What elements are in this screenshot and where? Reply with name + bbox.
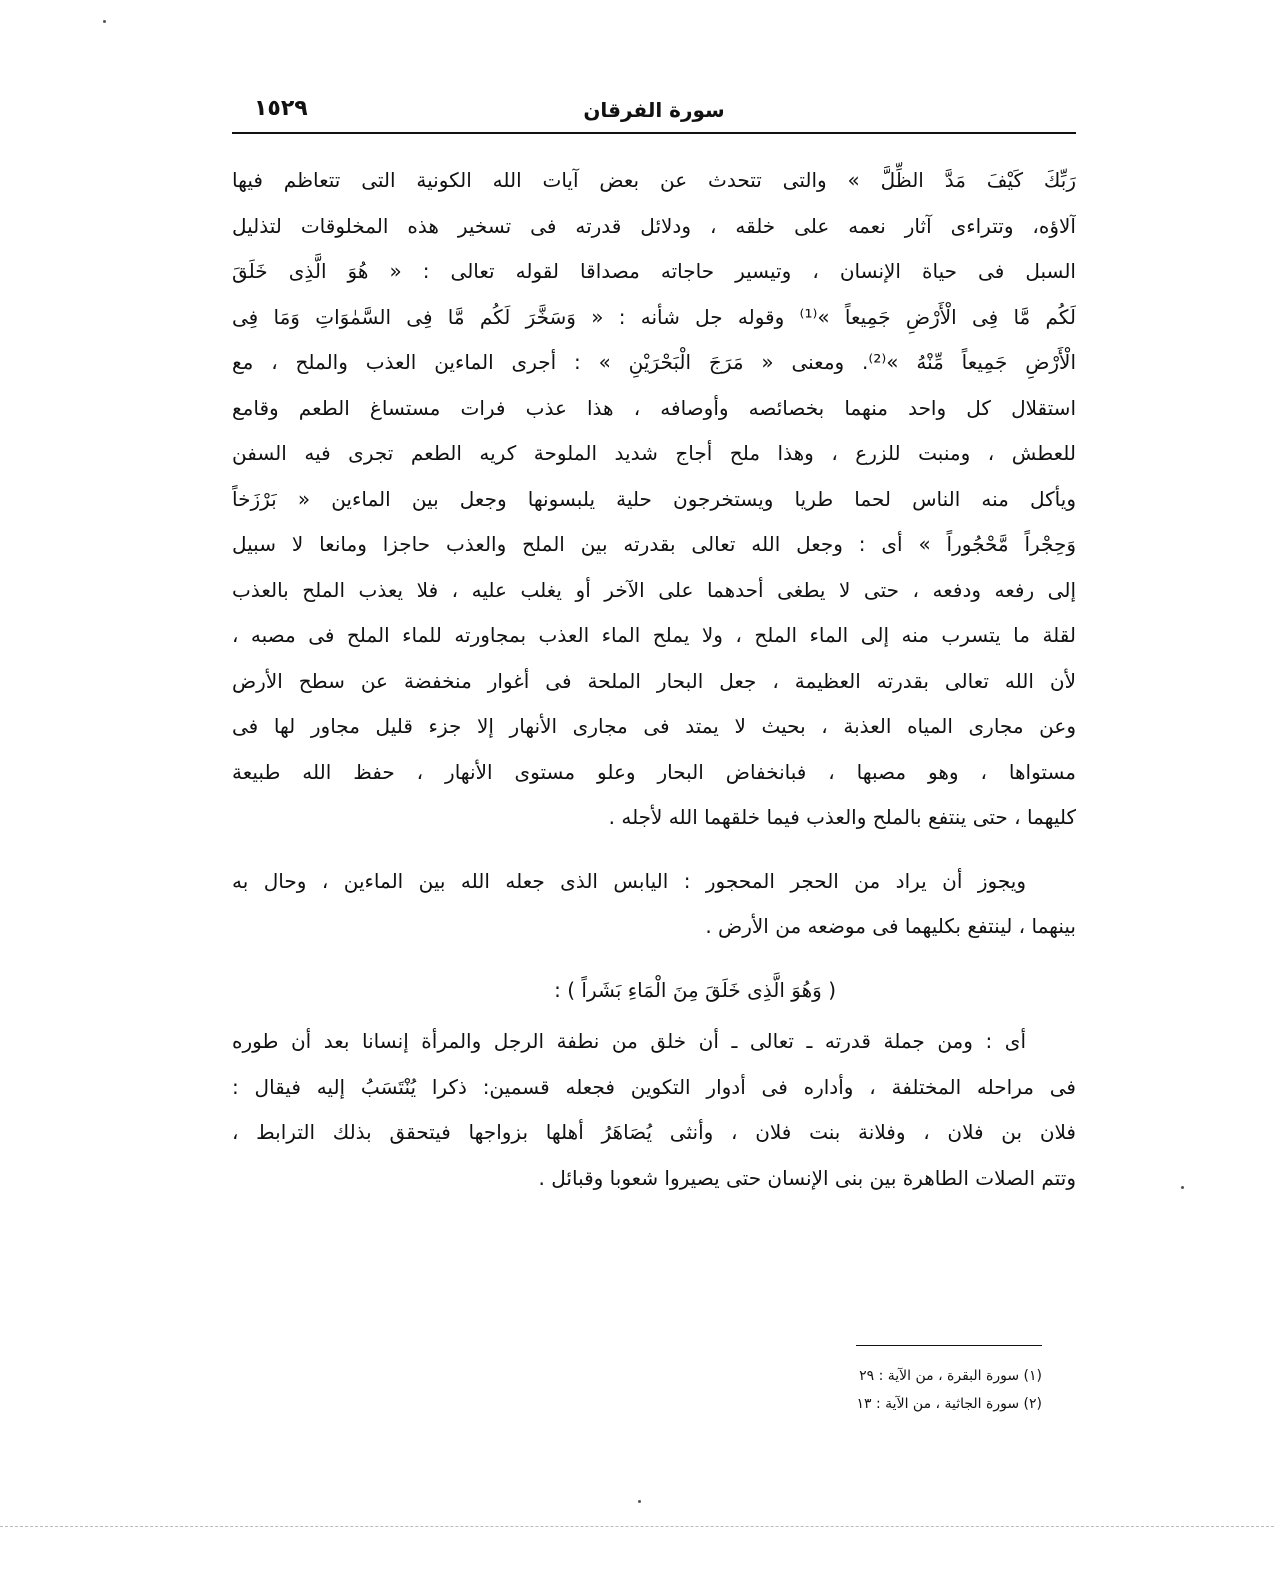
text-line: فلان بن فلان ، وفلانة بنت فلان ، وأنثى يُصَاهَرُ أهلها بزواجها فيتحقق بذلك الترابط ،: [232, 1120, 1076, 1144]
text-line: ويأكل منه الناس لحما طريا ويستخرجون حلية يلبسونها وجعل بين الماءين « بَرْزَخاً: [232, 486, 1076, 511]
text-line: آلاؤه، وتتراءى آثار نعمه على خلقه ، ودلائل قدرته فى تسخير هذه المخلوقات لتذليل: [232, 213, 1076, 238]
scan-edge-line: [0, 1526, 1274, 1527]
footnote-divider: [856, 1345, 1042, 1346]
text-line: إلى رفعه ودفعه ، حتى لا يطغى أحدهما على الآخر أو يغلب عليه ، فلا يعذب الملح بالعذب: [232, 577, 1076, 602]
text-line: فى مراحله المختلفة ، وأداره فى أدوار التكوين فجعله قسمين: ذكرا يُنْتَسَبُ إليه فيقال :: [232, 1074, 1076, 1099]
footnote-1: (١) سورة البقرة ، من الآية : ٢٩: [859, 1368, 1042, 1384]
scan-speck: [638, 1500, 641, 1503]
text-line: أى : ومن جملة قدرته ـ تعالى ـ أن خلق من نطفة الرجل والمرأة إنسانا بعد أن طوره: [232, 1029, 1026, 1053]
text-line: رَبِّكَ كَيْفَ مَدَّ الظِّلَّ » والتى تتحدث عن بعض آيات الله الكونية التى تتعاظم فيها: [232, 168, 1076, 192]
scan-speck: [103, 20, 106, 23]
paragraph-2: [232, 859, 1076, 950]
text-line: وتتم الصلات الطاهرة بين بنى الإنسان حتى يصيروا شعوبا وقبائل .: [538, 1165, 1076, 1190]
paragraph-3: [232, 1019, 1076, 1201]
text-line: وعن مجارى المياه العذبة ، بحيث لا يمتد فى مجارى الأنهار إلا جزء قليل مجاور لها فى: [232, 714, 1076, 738]
paragraph-1: [232, 158, 1076, 841]
footnotes: [760, 1362, 1042, 1418]
text-line: لأن الله تعالى بقدرته العظيمة ، جعل البحار الملحة فى أغوار منخفضة عن سطح الأرض: [232, 668, 1076, 693]
text-line: بينهما ، لينتفع بكليهما فى موضعه من الأرض .: [705, 914, 1076, 938]
text-line: لقلة ما يتسرب منه إلى الماء الملح ، ولا يملح الماء العذب بمجاورته للماء الملح فى مصبه ،: [232, 623, 1076, 647]
scan-speck: [1181, 1186, 1184, 1189]
text-line: استقلال كل واحد منهما بخصائصه وأوصافه ، هذا عذب فرات مستساغ الطعم وقامع: [232, 395, 1076, 420]
verse-heading: ( وَهُوَ الَّذِى خَلَقَ مِنَ الْمَاءِ بَشَراً ) :: [554, 977, 836, 1002]
page-number: ١٥٢٩: [254, 96, 308, 121]
text-line: الْأَرْضِ جَمِيعاً مِّنْهُ »⁽²⁾. ومعنى « مَرَجَ الْبَحْرَيْنِ » : أجرى الماءين العذب والملح ، مع: [232, 350, 1076, 374]
text-line: لَكُم مَّا فِى الْأَرْضِ جَمِيعاً »⁽¹⁾ وقوله جل شأنه : « وَسَخَّرَ لَكُم مَّا فِى السَّمٰوَاتِ وَمَا فِى: [232, 304, 1076, 329]
text-line: ويجوز أن يراد من الحجر المحجور : اليابس الذى جعله الله بين الماءين ، وحال به: [232, 868, 1026, 893]
text-line: مستواها ، وهو مصبها ، فبانخفاض البحار وعلو مستوى الأنهار ، حفظ الله طبيعة: [232, 759, 1076, 784]
text-line: كليهما ، حتى ينتفع بالملح والعذب فيما خلقهما الله لأجله .: [608, 805, 1076, 829]
text-line: وَحِجْراً مَّحْجُوراً » أى : وجعل الله تعالى بقدرته بين الملح والعذب حاجزا ومانعا لا سبيل: [232, 532, 1076, 556]
text-line: السبل فى حياة الإنسان ، وتيسير حاجاته مصداقا لقوله تعالى : « هُوَ الَّذِى خَلَقَ: [232, 259, 1076, 283]
footnote-2: (٢) سورة الجاثية ، من الآية : ١٣: [856, 1396, 1042, 1412]
page-header: [232, 92, 1076, 134]
page-title: سورة الفرقان: [583, 98, 725, 122]
body-text: [232, 158, 1076, 1201]
text-line: للعطش ، ومنبت للزرع ، وهذا ملح أجاج شديد الملوحة كريه الطعم تجرى فيه السفن: [232, 441, 1076, 465]
